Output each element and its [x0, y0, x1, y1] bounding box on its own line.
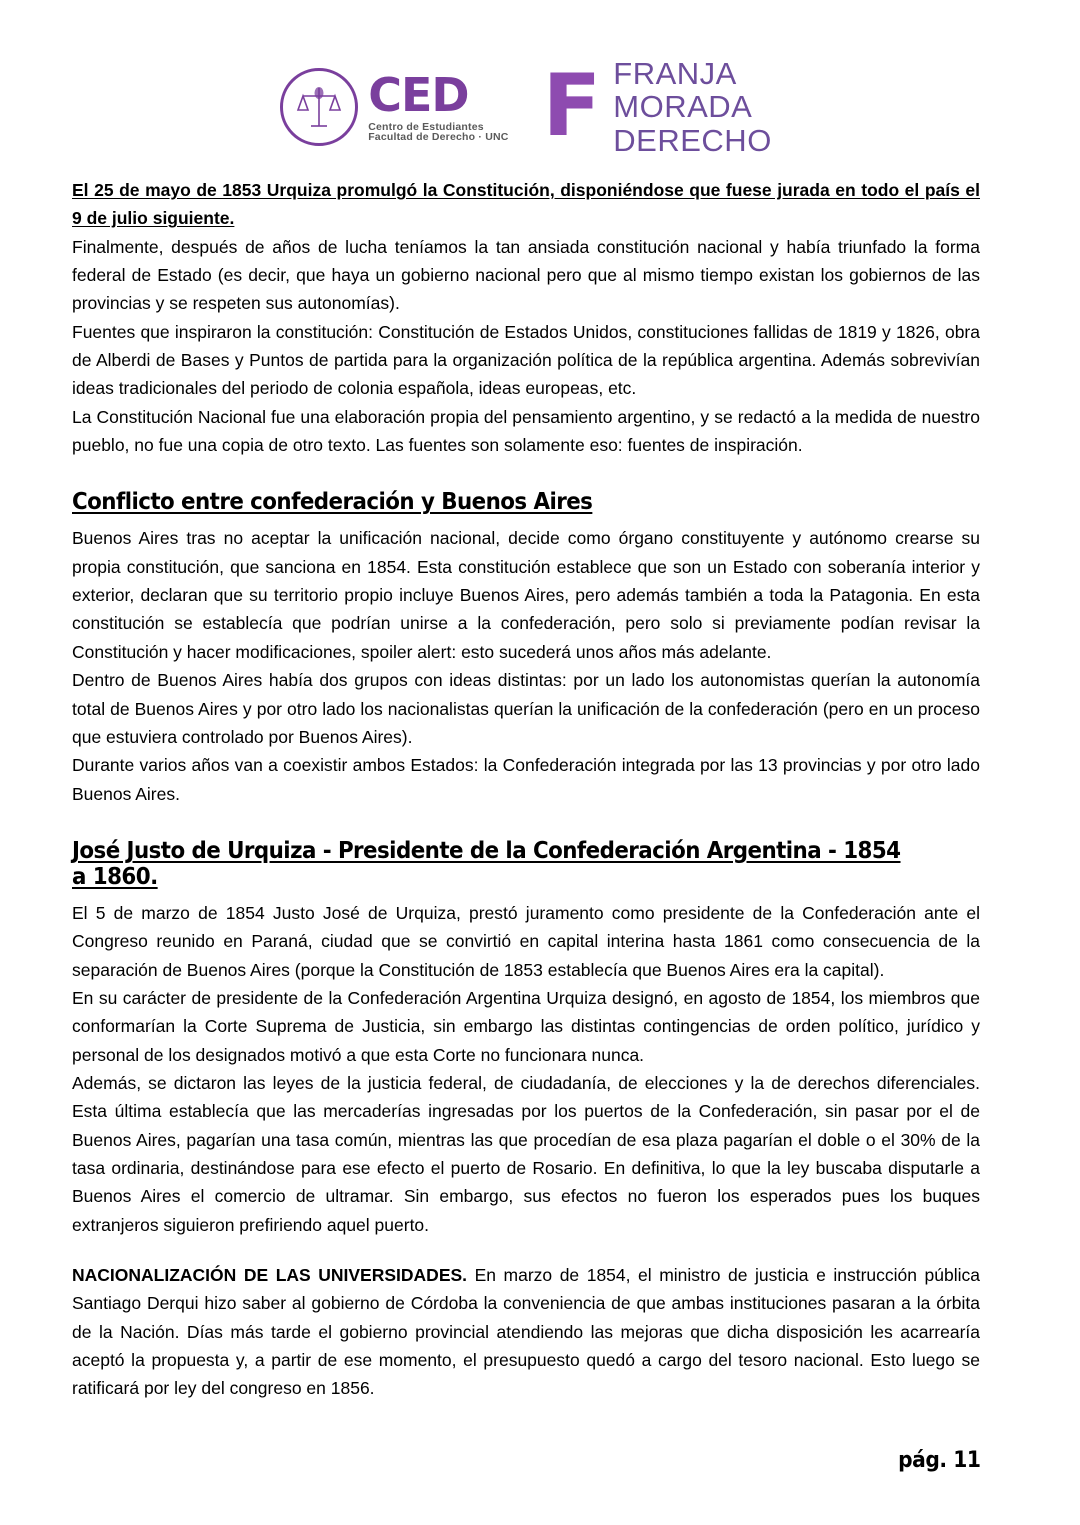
ced-wordmark: [368, 67, 509, 143]
scales-of-justice-icon: [280, 68, 358, 146]
conflicto-paragraph-2: Dentro de Buenos Aires había dos grupos con ideas distintas: por un lado los autonomistas querían la autonomía total de Buenos Aires y por otro lado los nacionalistas querían la unificación de la confederación (pero en un proceso que estuviera controlado por Buenos Aires).: [72, 670, 980, 747]
ced-acronym: CED: [368, 67, 469, 122]
paragraph-1: Finalmente, después de años de lucha teníamos la tan ansiada constitución nacional y había triunfado la forma federal de Estado (es decir, que haya un gobierno nacional pero que al mismo tiempo existan los gobiernos de las provincias y se respeten sus autonomías).: [72, 236, 980, 314]
urquiza-paragraph-3: Además, se dictaron las leyes de la justicia federal, de ciudadanía, de elecciones y la de derechos diferenciales. Esta última establecía que las mercaderías ingresadas por los puertos de la Confederación, sin pasar por el de Buenos Aires, pagarían una tasa común, mientras las que procedían de esa plaza pagarían el doble o el 30% de la tasa ordinaria, destinándose para ese efecto el puerto de Rosario. En definitiva, lo que la ley buscaba disputarle a Buenos Aires el comercio de ultramar. Sin embargo, sus efectos no fueron los esperados pues los buques extranjeros siguieron prefiriendo aquel puerto.: [72, 1072, 980, 1235]
section-urquiza: [72, 838, 980, 1403]
ced-subtitle-line2: Facultad de Derecho · UNC: [368, 131, 509, 143]
universidades-body: En marzo de 1854, el ministro de justicia e instrucción pública Santiago Derqui hizo saber al gobierno de Córdoba la conveniencia de que ambas instituciones pasaran a la órbita de la Nación. Días más tarde el gobierno provincial atendiendo las mejoras que dicha disposición les acarrearía aceptó la propuesta y, a partir de ese momento, el presupuesto quedó a cargo del tesoro nacional. Esto luego se ratificará por ley del congreso en 1856.: [72, 1265, 981, 1399]
lead-paragraph: El 25 de mayo de 1853 Urquiza promulgó la Constitución, disponiéndose que fuese jurada en todo el país el 9 de julio siguiente.: [72, 180, 980, 229]
franja-morada-logo: [543, 57, 772, 157]
paragraph-spacer: [72, 1239, 980, 1261]
conflicto-paragraph-3: Durante varios años van a coexistir ambos Estados: la Confederación integrada por las 13 provincias y por otro lado Buenos Aires.: [72, 755, 980, 804]
franja-line-3: DERECHO: [613, 122, 772, 158]
page-number: pág. 11: [897, 1448, 980, 1473]
section-conflicto: [72, 489, 980, 807]
universidades-paragraph: [72, 1261, 980, 1403]
franja-line-1: FRANJA: [613, 55, 737, 91]
universidades-lead-label: NACIONALIZACIÓN DE LAS UNIVERSIDADES.: [72, 1265, 468, 1285]
ced-subtitle: [368, 122, 508, 143]
franja-line-2: MORADA: [613, 89, 753, 125]
section-heading-urquiza: José Justo de Urquiza - Presidente de la Confederación Argentina - 1854 a 1860.: [72, 837, 901, 890]
ced-logo: [280, 68, 508, 146]
franja-f-letter: F: [542, 56, 602, 157]
section-heading-conflicto: Conflicto entre confederación y Buenos Aires: [72, 489, 593, 516]
urquiza-paragraph-1: El 5 de marzo de 1854 Justo José de Urquiza, prestó juramento como presidente de la Confederación ante el Congreso reunido en Paraná, ciudad que se convirtió en capital interina hasta 1861 como consecuencia de la separación de Buenos Aires (porque la Constitución de 1853 establecía que Buenos Aires era la capital).: [72, 902, 980, 980]
conflicto-paragraph-1: Buenos Aires tras no aceptar la unificación nacional, decide como órgano constituyente y autónomo crearse su propia constitución, que sanciona en 1854. Esta constitución establece que son un Estado con soberanía interior y exterior, declaran que su territorio propio incluye Buenos Aires, pero además también a toda la Patagonia. En esta constitución se establecía que podrían unirse a la confederación, pero solo si previamente podían revisar la Constitución y hacer modificaciones, spoiler alert: esto sucederá unos años más adelante.: [72, 528, 980, 662]
paragraph-3: La Constitución Nacional fue una elaboración propia del pensamiento argentino, y se redactó a la medida de nuestro pueblo, no fue una copia de otro texto. Las fuentes son solamente eso: fuentes de inspiración.: [72, 406, 980, 456]
page-header: [72, 52, 980, 162]
franja-wordmark: [613, 57, 772, 157]
paragraph-2: Fuentes que inspiraron la constitución: Constitución de Estados Unidos, constituciones fallidas de 1819 y 1826, obra de Alberdi de Bases y Puntos de partida para la organización política de la república argentina. Además sobrevivían ideas tradicionales del periodo de colonia española, ideas europeas, etc.: [72, 321, 980, 399]
ced-subtitle-line1: Centro de Estudiantes: [368, 120, 484, 133]
urquiza-paragraph-2: En su carácter de presidente de la Confederación Argentina Urquiza designó, en agosto de 1854, los miembros que conformarían la Corte Suprema de Justicia, sin embargo las distintas contingencias de orden político, jurídico y personal de los designados motivó a que esta Corte no funcionara nunca.: [72, 987, 980, 1065]
